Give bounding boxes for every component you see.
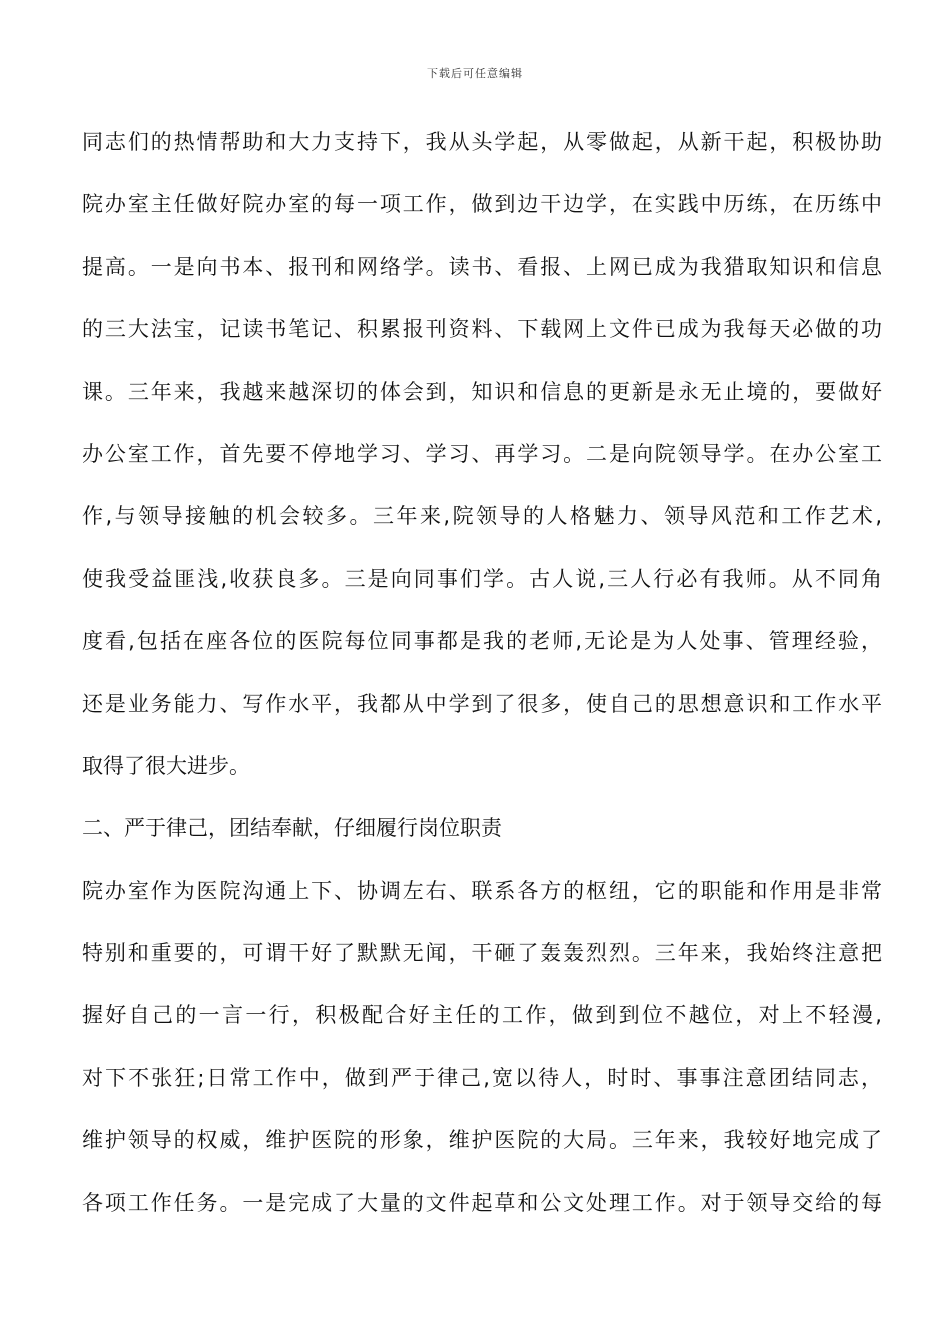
text-line: 课。三年来，我越来越深切的体会到，知识和信息的更新是永无止境的，要做好 [82, 379, 882, 404]
text-line: 院办室主任做好院办室的每一项工作，做到边干边学，在实践中历练，在历练中 [82, 192, 882, 217]
text-line: 院办室作为医院沟通上下、协调左右、联系各方的枢纽，它的职能和作用是非常 [82, 878, 882, 903]
text-line: 办公室工作，首先要不停地学习、学习、再学习。二是向院领导学。在办公室工 [82, 441, 882, 466]
text-line: 作,与领导接触的机会较多。三年来,院领导的人格魅力、领导风范和工作艺术, [82, 504, 882, 529]
text-line: 各项工作任务。一是完成了大量的文件起草和公文处理工作。对于领导交给的每 [82, 1190, 882, 1215]
text-line: 使我受益匪浅,收获良多。三是向同事们学。古人说,三人行必有我师。从不同角 [82, 566, 882, 591]
text-line: 还是业务能力、写作水平，我都从中学到了很多，使自己的思想意识和工作水平 [82, 691, 882, 716]
page-header: 下载后可任意编辑 [427, 67, 523, 80]
text-line: 的三大法宝，记读书笔记、积累报刊资料、下载网上文件已成为我每天必做的功 [82, 317, 882, 342]
text-line: 同志们的热情帮助和大力支持下，我从头学起，从零做起，从新干起，积极协助 [82, 130, 882, 154]
text-line: 特别和重要的，可谓干好了默默无闻，干砸了轰轰烈烈。三年来，我始终注意把 [82, 941, 882, 966]
document-body [82, 111, 882, 1234]
text-line: 握好自己的一言一行，积极配合好主任的工作，做到到位不越位，对上不轻漫, [82, 1003, 882, 1028]
text-line: 对下不张狂;日常工作中，做到严于律己,宽以待人，时时、事事注意团结同志， [82, 1065, 882, 1090]
text-line: 维护领导的权威，维护医院的形象，维护医院的大局。三年来，我较好地完成了 [82, 1128, 882, 1153]
text-line: 度看,包括在座各位的医院每位同事都是我的老师,无论是为人处事、管理经验， [82, 629, 882, 654]
text-line: 二、严于律己，团结奉献，仔细履行岗位职责 [82, 816, 502, 841]
text-line: 取得了很大进步。 [82, 753, 250, 778]
text-line: 提高。一是向书本、报刊和网络学。读书、看报、上网已成为我猎取知识和信息 [82, 254, 882, 279]
